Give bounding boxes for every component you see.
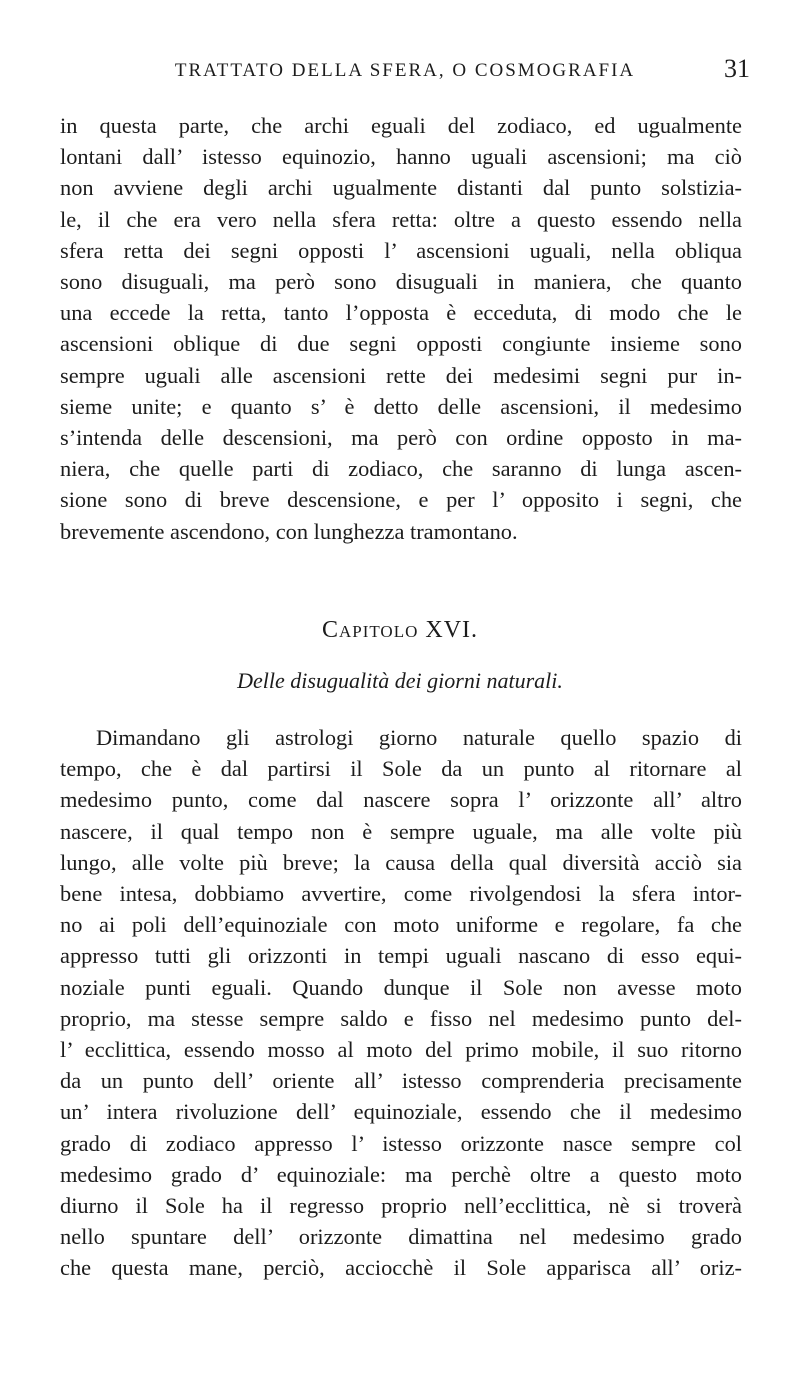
text-line: che questa mane, perciò, acciocchè il Sole apparisca all’ oriz- — [60, 1255, 742, 1281]
text-line: bene intesa, dobbiamo avvertire, come rivolgendosi la sfera intor- — [60, 881, 742, 907]
paragraph-chapter-start — [60, 722, 742, 1284]
text-line: noziale punti eguali. Quando dunque il Sole non avesse moto — [60, 974, 742, 1000]
chapter-subtitle: Delle disugualità dei giorni naturali. — [237, 668, 563, 693]
text-line: s’intenda delle descensioni, ma però con ordine opposto in ma- — [60, 425, 742, 451]
text-line: sempre uguali alle ascensioni rette dei medesimi segni pur in- — [60, 362, 742, 388]
page-number: 31 — [724, 54, 750, 83]
text-line: in questa parte, che archi eguali del zodiaco, ed ugualmente — [60, 113, 742, 138]
text-line: brevemente ascendono, con lunghezza tramontano. — [60, 518, 518, 544]
text-line: una eccede la retta, tanto l’opposta è ecceduta, di modo che le — [60, 300, 742, 326]
text-line: sfera retta dei segni opposti l’ ascensioni uguali, nella obliqua — [60, 237, 742, 263]
running-head — [60, 54, 750, 90]
text-line: l’ ecclittica, essendo mosso al moto del primo mobile, il suo ritorno — [60, 1037, 742, 1063]
text-line: appresso tutti gli orizzonti in tempi uguali nascano di esso equi- — [60, 943, 742, 969]
text-line: proprio, ma stesse sempre saldo e fisso nel medesimo punto del- — [60, 1005, 742, 1031]
text-line: le, il che era vero nella sfera retta: oltre a questo essendo nella — [60, 206, 742, 232]
text-line: tempo, che è dal partirsi il Sole da un punto al ritornare al — [60, 756, 742, 782]
text-line: sione sono di breve descensione, e per l’ opposito i segni, che — [60, 487, 742, 513]
text-line: da un punto dell’ oriente all’ istesso comprenderia precisamente — [60, 1068, 742, 1094]
running-title: TRATTATO DELLA SFERA, O COSMOGRAFIA — [174, 60, 636, 81]
text-line: sieme unite; e quanto s’ è detto delle ascensioni, il medesimo — [60, 393, 742, 419]
text-line: nello spuntare dell’ orizzonte dimattina nel medesimo grado — [60, 1224, 742, 1250]
text-line: lontani dall’ istesso equinozio, hanno uguali ascensioni; ma ciò — [60, 144, 742, 170]
text-line: ascensioni oblique di due segni opposti congiunte insieme sono — [60, 331, 742, 357]
text-line: un’ intera rivoluzione dell’ equinoziale, essendo che il medesimo — [60, 1099, 742, 1125]
text-line: non avviene degli archi ugualmente distanti dal punto solstizia- — [60, 175, 742, 201]
text-line: sono disuguali, ma però sono disuguali in maniera, che quanto — [60, 269, 742, 295]
text-line: nascere, il qual tempo non è sempre uguale, ma alle volte più — [60, 818, 742, 844]
text-line: grado di zodiaco appresso l’ istesso orizzonte nasce sempre col — [60, 1130, 742, 1156]
text-line: diurno il Sole ha il regresso proprio nell’ecclittica, nè si troverà — [60, 1193, 742, 1219]
text-line: medesimo punto, come dal nascere sopra l’ orizzonte all’ altro — [60, 787, 742, 813]
text-line: Dimandano gli astrologi giorno naturale quello spazio di — [96, 725, 742, 750]
paragraph-continued — [60, 110, 742, 547]
text-line: lungo, alle volte più breve; la causa della qual diversità acciò sia — [60, 849, 742, 875]
text-line: niera, che quelle parti di zodiaco, che saranno di lunga ascen- — [60, 456, 742, 482]
text-line: no ai poli dell’equinoziale con moto uniforme e regolare, fa che — [60, 912, 742, 938]
text-line: medesimo grado d’ equinoziale: ma perchè oltre a questo moto — [60, 1161, 742, 1187]
chapter-heading: Capitolo XVI. — [321, 617, 479, 643]
